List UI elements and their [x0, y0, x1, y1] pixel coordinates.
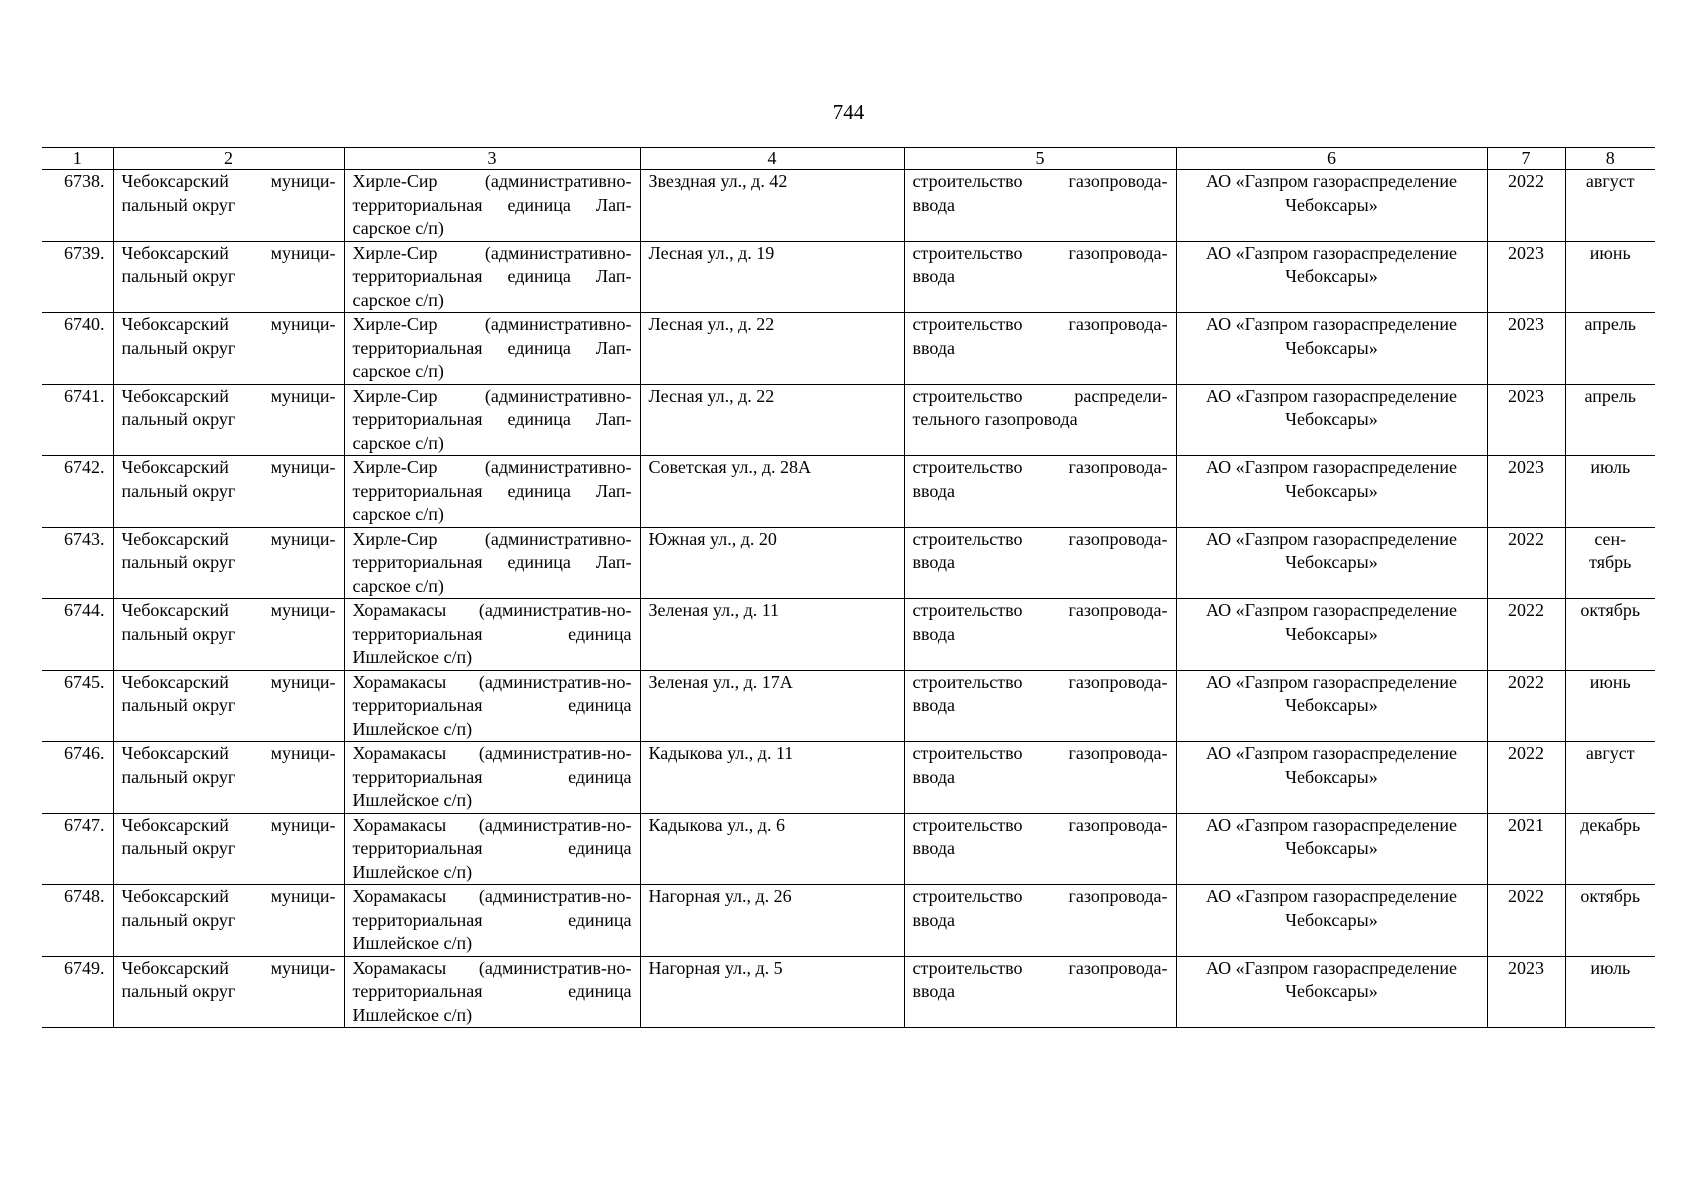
settlement-cell: Хорамакасы (административ-но-территориальная единица Ишлейское с/п)	[344, 885, 640, 957]
district-cell: Чебоксарский муници-пальный округ	[113, 885, 344, 957]
address-cell: Лесная ул., д. 22	[640, 313, 904, 385]
month-cell: декабрь	[1565, 813, 1655, 885]
district-cell: Чебоксарский муници-пальный округ	[113, 241, 344, 313]
work-type-cell: строительство газопровода-ввода	[904, 170, 1176, 242]
year-cell: 2023	[1487, 384, 1565, 456]
district-cell: Чебоксарский муници-пальный округ	[113, 599, 344, 671]
column-header: 3	[344, 148, 640, 170]
settlement-cell: Хирле-Сир (административно-территориальная единица Лап-сарское с/п)	[344, 313, 640, 385]
column-header: 5	[904, 148, 1176, 170]
year-cell: 2022	[1487, 670, 1565, 742]
district-cell: Чебоксарский муници-пальный округ	[113, 384, 344, 456]
address-cell: Кадыкова ул., д. 6	[640, 813, 904, 885]
row-number-cell: 6739.	[42, 241, 113, 313]
table-row	[42, 885, 1655, 957]
settlement-cell: Хорамакасы (административ-но-территориальная единица Ишлейское с/п)	[344, 742, 640, 814]
settlement-cell: Хорамакасы (административ-но-территориальная единица Ишлейское с/п)	[344, 670, 640, 742]
row-number-cell: 6741.	[42, 384, 113, 456]
address-cell: Лесная ул., д. 19	[640, 241, 904, 313]
organization-cell: АО «Газпром газораспределение Чебоксары»	[1176, 384, 1487, 456]
table-row	[42, 599, 1655, 671]
row-number-cell: 6746.	[42, 742, 113, 814]
row-number-cell: 6747.	[42, 813, 113, 885]
organization-cell: АО «Газпром газораспределение Чебоксары»	[1176, 313, 1487, 385]
row-number-cell: 6742.	[42, 456, 113, 528]
address-cell: Зеленая ул., д. 17А	[640, 670, 904, 742]
settlement-cell: Хорамакасы (административ-но-территориальная единица Ишлейское с/п)	[344, 813, 640, 885]
year-cell: 2022	[1487, 885, 1565, 957]
month-cell: август	[1565, 170, 1655, 242]
table-body	[42, 170, 1655, 1028]
month-cell: апрель	[1565, 313, 1655, 385]
organization-cell: АО «Газпром газораспределение Чебоксары»	[1176, 241, 1487, 313]
row-number-cell: 6738.	[42, 170, 113, 242]
settlement-cell: Хорамакасы (административ-но-территориальная единица Ишлейское с/п)	[344, 956, 640, 1028]
table-row	[42, 170, 1655, 242]
settlement-cell: Хирле-Сир (административно-территориальная единица Лап-сарское с/п)	[344, 527, 640, 599]
work-type-cell: строительство газопровода-ввода	[904, 742, 1176, 814]
month-cell: сен-тябрь	[1565, 527, 1655, 599]
settlement-cell: Хирле-Сир (административно-территориальная единица Лап-сарское с/п)	[344, 241, 640, 313]
organization-cell: АО «Газпром газораспределение Чебоксары»	[1176, 956, 1487, 1028]
settlement-cell: Хирле-Сир (административно-территориальная единица Лап-сарское с/п)	[344, 384, 640, 456]
district-cell: Чебоксарский муници-пальный округ	[113, 456, 344, 528]
table-row	[42, 384, 1655, 456]
work-type-cell: строительство газопровода-ввода	[904, 456, 1176, 528]
row-number-cell: 6745.	[42, 670, 113, 742]
table-row	[42, 813, 1655, 885]
organization-cell: АО «Газпром газораспределение Чебоксары»	[1176, 813, 1487, 885]
organization-cell: АО «Газпром газораспределение Чебоксары»	[1176, 742, 1487, 814]
year-cell: 2022	[1487, 599, 1565, 671]
district-cell: Чебоксарский муници-пальный округ	[113, 313, 344, 385]
column-header: 8	[1565, 148, 1655, 170]
table-row	[42, 956, 1655, 1028]
organization-cell: АО «Газпром газораспределение Чебоксары»	[1176, 456, 1487, 528]
row-number-cell: 6743.	[42, 527, 113, 599]
year-cell: 2022	[1487, 742, 1565, 814]
registry-table	[42, 147, 1655, 1028]
year-cell: 2023	[1487, 456, 1565, 528]
work-type-cell: строительство газопровода-ввода	[904, 885, 1176, 957]
work-type-cell: строительство распредели-тельного газопровода	[904, 384, 1176, 456]
address-cell: Южная ул., д. 20	[640, 527, 904, 599]
address-cell: Советская ул., д. 28А	[640, 456, 904, 528]
work-type-cell: строительство газопровода-ввода	[904, 527, 1176, 599]
work-type-cell: строительство газопровода-ввода	[904, 241, 1176, 313]
address-cell: Кадыкова ул., д. 11	[640, 742, 904, 814]
page-number: 744	[832, 100, 865, 124]
row-number-cell: 6744.	[42, 599, 113, 671]
address-cell: Звездная ул., д. 42	[640, 170, 904, 242]
column-header: 4	[640, 148, 904, 170]
organization-cell: АО «Газпром газораспределение Чебоксары»	[1176, 170, 1487, 242]
column-header: 7	[1487, 148, 1565, 170]
month-cell: август	[1565, 742, 1655, 814]
table-row	[42, 670, 1655, 742]
year-cell: 2022	[1487, 170, 1565, 242]
district-cell: Чебоксарский муници-пальный округ	[113, 170, 344, 242]
work-type-cell: строительство газопровода-ввода	[904, 313, 1176, 385]
table-row	[42, 456, 1655, 528]
settlement-cell: Хорамакасы (административ-но-территориальная единица Ишлейское с/п)	[344, 599, 640, 671]
work-type-cell: строительство газопровода-ввода	[904, 599, 1176, 671]
table-row	[42, 241, 1655, 313]
organization-cell: АО «Газпром газораспределение Чебоксары»	[1176, 599, 1487, 671]
address-cell: Нагорная ул., д. 26	[640, 885, 904, 957]
address-cell: Нагорная ул., д. 5	[640, 956, 904, 1028]
settlement-cell: Хирле-Сир (административно-территориальная единица Лап-сарское с/п)	[344, 170, 640, 242]
row-number-cell: 6740.	[42, 313, 113, 385]
organization-cell: АО «Газпром газораспределение Чебоксары»	[1176, 527, 1487, 599]
month-cell: апрель	[1565, 384, 1655, 456]
year-cell: 2023	[1487, 313, 1565, 385]
address-cell: Зеленая ул., д. 11	[640, 599, 904, 671]
year-cell: 2021	[1487, 813, 1565, 885]
year-cell: 2023	[1487, 241, 1565, 313]
district-cell: Чебоксарский муници-пальный округ	[113, 670, 344, 742]
month-cell: июнь	[1565, 241, 1655, 313]
month-cell: июнь	[1565, 670, 1655, 742]
month-cell: июль	[1565, 456, 1655, 528]
district-cell: Чебоксарский муници-пальный округ	[113, 527, 344, 599]
column-header: 1	[42, 148, 113, 170]
table-row	[42, 313, 1655, 385]
month-cell: июль	[1565, 956, 1655, 1028]
organization-cell: АО «Газпром газораспределение Чебоксары»	[1176, 885, 1487, 957]
settlement-cell: Хирле-Сир (административно-территориальная единица Лап-сарское с/п)	[344, 456, 640, 528]
year-cell: 2023	[1487, 956, 1565, 1028]
month-cell: октябрь	[1565, 599, 1655, 671]
column-header: 6	[1176, 148, 1487, 170]
year-cell: 2022	[1487, 527, 1565, 599]
row-number-cell: 6748.	[42, 885, 113, 957]
row-number-cell: 6749.	[42, 956, 113, 1028]
header-row	[42, 148, 1655, 170]
work-type-cell: строительство газопровода-ввода	[904, 670, 1176, 742]
work-type-cell: строительство газопровода-ввода	[904, 956, 1176, 1028]
district-cell: Чебоксарский муници-пальный округ	[113, 813, 344, 885]
column-header: 2	[113, 148, 344, 170]
organization-cell: АО «Газпром газораспределение Чебоксары»	[1176, 670, 1487, 742]
district-cell: Чебоксарский муници-пальный округ	[113, 742, 344, 814]
district-cell: Чебоксарский муници-пальный округ	[113, 956, 344, 1028]
table-row	[42, 527, 1655, 599]
month-cell: октябрь	[1565, 885, 1655, 957]
work-type-cell: строительство газопровода-ввода	[904, 813, 1176, 885]
table-row	[42, 742, 1655, 814]
address-cell: Лесная ул., д. 22	[640, 384, 904, 456]
